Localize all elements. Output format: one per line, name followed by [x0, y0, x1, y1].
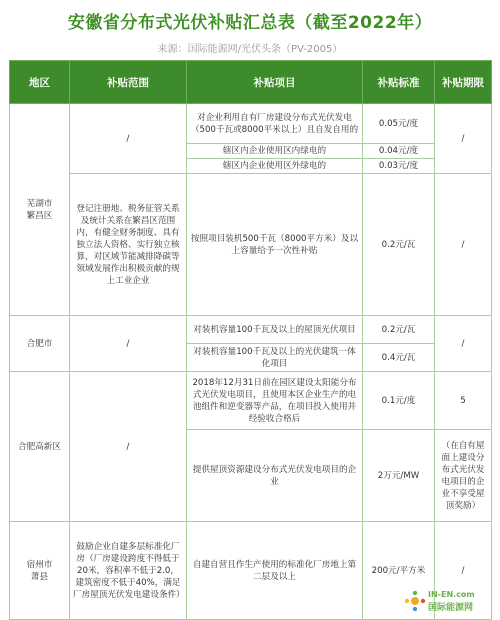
table-row	[10, 104, 492, 144]
standard-cell: 0.4元/瓦	[363, 344, 435, 372]
header-region: 地区	[10, 61, 70, 104]
period-cell: /	[435, 316, 492, 372]
standard-cell: 0.04元/度	[363, 144, 435, 159]
source-line: 来源：国际能源网/光伏头条（PV-2005）	[157, 44, 343, 55]
period-cell: 5	[435, 372, 492, 430]
table-row	[10, 372, 492, 430]
item-cell: 对装机容量100千瓦及以上的屋顶光伏项目	[187, 316, 363, 344]
header-scope: 补贴范围	[70, 61, 187, 104]
standard-cell: 2万元/MW	[363, 430, 435, 522]
standard-cell: 0.2元/瓦	[363, 174, 435, 316]
subsidy-table	[9, 60, 492, 620]
period-cell: /	[435, 522, 492, 620]
watermark	[404, 588, 494, 614]
header-item: 补贴项目	[187, 61, 363, 104]
scope-cell: /	[70, 372, 187, 522]
scope-cell: /	[70, 104, 187, 174]
scope-cell: 鼓励企业自建多层标准化厂房（厂房建设跨度不得低于20米，容积率不低于2.0，建筑密度不低于40%，满足厂房屋顶光伏发电建设条件）	[70, 522, 187, 620]
table-header-row	[10, 61, 492, 104]
header-standard: 补贴标准	[363, 61, 435, 104]
item-cell: 2018年12月31日前在园区建设太阳能分布式光伏发电项目，且使用本区企业生产的电池组件和逆变器等产品，在项目投入使用并经验收合格后	[187, 372, 363, 430]
scope-cell: /	[70, 316, 187, 372]
period-cell: /	[435, 104, 492, 174]
table-row	[10, 174, 492, 316]
standard-cell: 200元/平方米	[363, 522, 435, 620]
item-cell: 对装机容量100千瓦及以上的光伏建筑一体化项目	[187, 344, 363, 372]
period-cell: （在自有屋面上建设分布式光伏发电项目的企业不享受屋顶奖励）	[435, 430, 492, 522]
in-en-logo-icon	[404, 590, 426, 612]
item-cell: 辖区内企业使用区外绿电的	[187, 159, 363, 174]
item-cell: 对企业利用自有厂房建设分布式光伏发电（500千瓦或8000平米以上）且自发自用的	[187, 104, 363, 144]
scope-cell: 登记注册地、税务征管关系及统计关系在繁昌区范围内，有健全财务制度、具有独立法人资格、实行独立核算，对区域节能减排降碳等领域发展作出积极贡献的规上工业企业	[70, 174, 187, 316]
period-cell: /	[435, 174, 492, 316]
item-cell: 提供屋顶资源建设分布式光伏发电项目的企业	[187, 430, 363, 522]
header-period: 补贴期限	[435, 61, 492, 104]
item-cell: 按照项目装机500千瓦（8000平方米）及以上容量给予一次性补贴	[187, 174, 363, 316]
region-cell: 合肥市	[10, 316, 70, 372]
item-cell: 辖区内企业使用区内绿电的	[187, 144, 363, 159]
standard-cell: 0.2元/瓦	[363, 316, 435, 344]
page-title: 安徽省分布式光伏补贴汇总表（截至2022年）	[67, 13, 433, 33]
standard-cell: 0.05元/度	[363, 104, 435, 144]
region-cell: 宿州市 萧县	[10, 522, 70, 620]
table-row	[10, 316, 492, 344]
watermark-line1: IN-EN.com	[428, 590, 475, 599]
standard-cell: 0.03元/度	[363, 159, 435, 174]
region-cell: 芜湖市 繁昌区	[10, 104, 70, 316]
item-cell: 自建自营且作生产使用的标准化厂房地上第二层及以上	[187, 522, 363, 620]
region-cell: 合肥高新区	[10, 372, 70, 522]
watermark-line2: 国际能源网	[428, 603, 474, 613]
standard-cell: 0.1元/度	[363, 372, 435, 430]
